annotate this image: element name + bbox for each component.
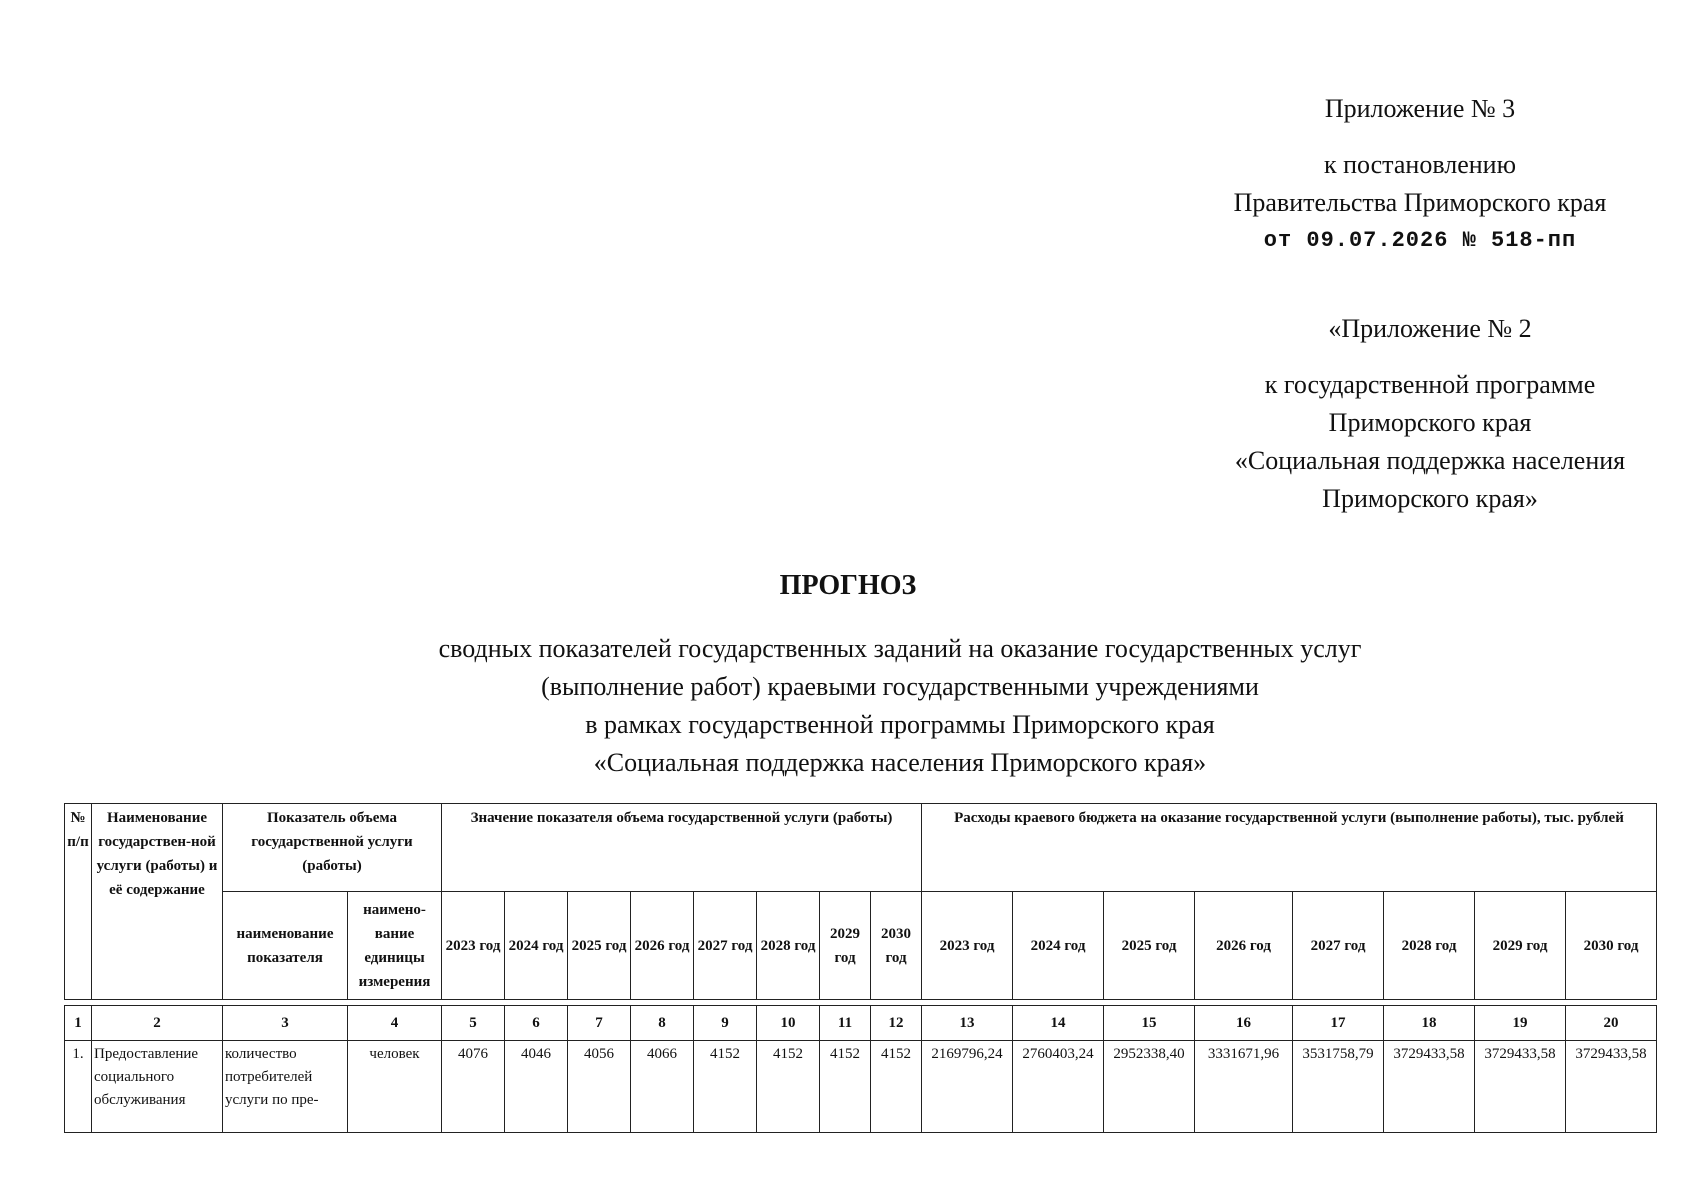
row-expense: 2760403,24 <box>1013 1041 1104 1133</box>
header-year: 2026 год <box>631 892 694 1000</box>
header-expense-year: 2029 год <box>1475 892 1566 1000</box>
column-number: 5 <box>442 1006 505 1041</box>
column-number: 10 <box>757 1006 820 1041</box>
row-volume: 4152 <box>820 1041 871 1133</box>
row-unit: человек <box>348 1041 442 1133</box>
column-number: 17 <box>1293 1006 1384 1041</box>
program-line-2: Приморского края <box>1328 408 1532 437</box>
row-volume: 4152 <box>871 1041 922 1133</box>
column-number: 16 <box>1195 1006 1293 1041</box>
header-year: 2030 год <box>871 892 922 1000</box>
header-expense-year: 2026 год <box>1195 892 1293 1000</box>
header-expense-year: 2023 год <box>922 892 1013 1000</box>
header-expense-year: 2025 год <box>1104 892 1195 1000</box>
header-service-name: Наименование государствен-ной услуги (работы) и её содержание <box>92 804 223 1000</box>
column-number: 18 <box>1384 1006 1475 1041</box>
column-number: 19 <box>1475 1006 1566 1041</box>
document-subtitle <box>300 630 1500 782</box>
header-expense-year: 2024 год <box>1013 892 1104 1000</box>
subtitle-line-1: сводных показателей государственных заданий на оказание государственных услуг <box>438 634 1362 663</box>
column-number: 4 <box>348 1006 442 1041</box>
document-title: ПРОГНОЗ <box>779 570 917 601</box>
column-number: 12 <box>871 1006 922 1041</box>
column-number: 9 <box>694 1006 757 1041</box>
row-service: Предоставление социального обслуживания <box>92 1041 223 1133</box>
row-expense: 3331671,96 <box>1195 1041 1293 1133</box>
row-volume: 4076 <box>442 1041 505 1133</box>
row-expense: 3729433,58 <box>1475 1041 1566 1133</box>
program-line-3: «Социальная поддержка населения <box>1234 446 1626 475</box>
subtitle-line-4: «Социальная поддержка населения Приморского края» <box>593 748 1207 777</box>
program-reference <box>1190 310 1670 518</box>
table-header <box>64 803 1657 1000</box>
column-number: 1 <box>65 1006 92 1041</box>
header-unit-name: наимено-вание единицы измерения <box>348 892 442 1000</box>
row-num: 1. <box>65 1041 92 1133</box>
program-appendix-number: «Приложение № 2 <box>1328 314 1532 343</box>
row-volume: 4066 <box>631 1041 694 1133</box>
header-expense-year: 2030 год <box>1566 892 1657 1000</box>
row-expense: 3729433,58 <box>1566 1041 1657 1133</box>
header-year: 2024 год <box>505 892 568 1000</box>
row-indicator: количество потребителей услуги по пре- <box>223 1041 348 1133</box>
row-volume: 4056 <box>568 1041 631 1133</box>
row-volume: 4152 <box>757 1041 820 1133</box>
subtitle-line-3: в рамках государственной программы Приморского края <box>585 710 1215 739</box>
column-number-row <box>65 1006 1657 1041</box>
subtitle-line-2: (выполнение работ) краевыми государственными учреждениями <box>541 672 1259 701</box>
row-volume: 4152 <box>694 1041 757 1133</box>
table-body <box>64 1005 1657 1133</box>
header-expense-year: 2028 год <box>1384 892 1475 1000</box>
header-indicator-name: наименование показателя <box>223 892 348 1000</box>
column-number: 2 <box>92 1006 223 1041</box>
appendix-header <box>1180 90 1660 260</box>
header-expense-year: 2027 год <box>1293 892 1384 1000</box>
row-expense: 2952338,40 <box>1104 1041 1195 1133</box>
header-volume-value: Значение показателя объема государственной услуги (работы) <box>442 804 922 892</box>
header-expenses: Расходы краевого бюджета на оказание государственной услуги (выполнение работы), тыс. рублей <box>922 804 1657 892</box>
program-line-1: к государственной программе <box>1264 370 1596 399</box>
header-num: № п/п <box>65 804 92 1000</box>
column-number: 14 <box>1013 1006 1104 1041</box>
government-name: Правительства Приморского края <box>1233 188 1607 217</box>
header-year: 2025 год <box>568 892 631 1000</box>
column-number: 20 <box>1566 1006 1657 1041</box>
resolution-ref: к постановлению <box>1323 150 1517 179</box>
column-number: 11 <box>820 1006 871 1041</box>
column-number: 3 <box>223 1006 348 1041</box>
appendix-number: Приложение № 3 <box>1324 94 1516 123</box>
header-year: 2029 год <box>820 892 871 1000</box>
column-number: 6 <box>505 1006 568 1041</box>
header-year: 2027 год <box>694 892 757 1000</box>
header-year: 2023 год <box>442 892 505 1000</box>
table-row <box>65 1041 1657 1133</box>
header-year: 2028 год <box>757 892 820 1000</box>
column-number: 7 <box>568 1006 631 1041</box>
column-number: 8 <box>631 1006 694 1041</box>
row-expense: 2169796,24 <box>922 1041 1013 1133</box>
row-volume: 4046 <box>505 1041 568 1133</box>
row-expense: 3729433,58 <box>1384 1041 1475 1133</box>
resolution-date-number: от 09.07.2026 № 518-пп <box>1263 228 1577 253</box>
column-number: 13 <box>922 1006 1013 1041</box>
header-volume-indicator: Показатель объема государственной услуги (работы) <box>223 804 442 892</box>
column-number: 15 <box>1104 1006 1195 1041</box>
row-expense: 3531758,79 <box>1293 1041 1384 1133</box>
program-line-4: Приморского края» <box>1322 484 1538 513</box>
